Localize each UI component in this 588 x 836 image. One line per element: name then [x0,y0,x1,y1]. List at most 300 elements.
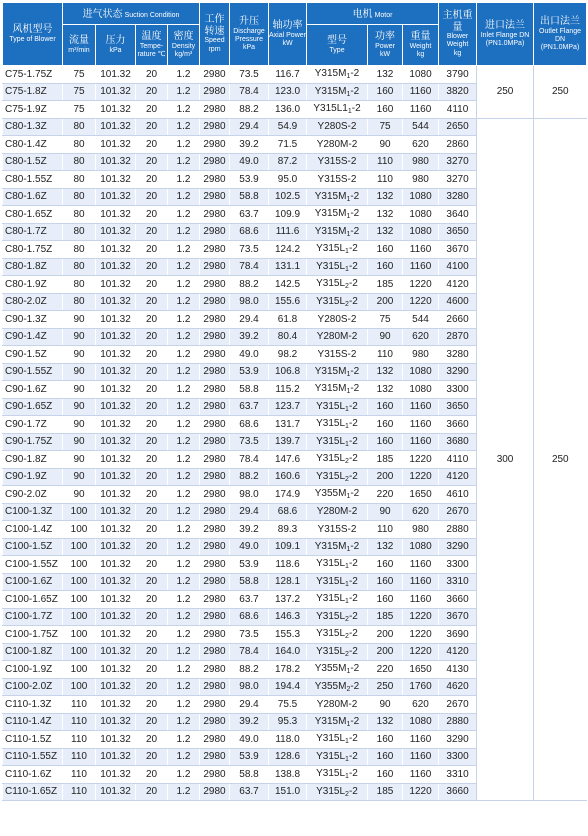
cell-discharge-pressure: 53.9 [230,363,269,381]
cell-blower-weight: 3280 [439,188,477,206]
cell-density: 1.2 [168,346,200,364]
motor-type-subscript: 1 [347,108,352,116]
motor-type-size: L [339,278,346,290]
cell-inlet-flange: 300 [477,118,534,801]
cell-discharge-pressure: 88.2 [230,661,269,679]
cell-capacity: 100 [63,608,96,626]
cell-model: C100-1.5Z [3,538,63,556]
cell-density: 1.2 [168,451,200,469]
cell-speed: 2980 [200,311,230,329]
cell-temperature: 20 [136,538,168,556]
cell-model: C100-1.9Z [3,661,63,679]
motor-type-base: Y315 [316,435,340,447]
cell-axial-power: 137.2 [269,591,307,609]
motor-type-poles: -2 [348,733,358,745]
cell-motor-power: 160 [368,591,403,609]
cell-motor-power: 220 [368,661,403,679]
cell-axial-power: 155.3 [269,626,307,644]
cell-motor-weight: 1160 [403,433,439,451]
cell-blower-weight: 3670 [439,241,477,259]
cell-discharge-pressure: 98.0 [230,486,269,504]
cell-blower-weight: 4120 [439,643,477,661]
cell-motor-power: 132 [368,363,403,381]
motor-type-subscript: 2 [346,685,351,693]
col-density-header: 密度 Density kg/m³ [168,25,200,66]
cell-capacity: 100 [63,556,96,574]
motor-type-poles: -2 [348,295,358,307]
motor-type-base: Y315 [314,190,339,202]
cell-speed: 2980 [200,258,230,276]
cell-motor-weight: 620 [403,503,439,521]
cell-speed: 2980 [200,171,230,189]
cell-axial-power: 98.2 [269,346,307,364]
cell-blower-weight: 3660 [439,416,477,434]
cell-pressure: 101.32 [96,468,136,486]
cell-capacity: 75 [63,83,96,101]
motor-type-subscript: 2 [345,790,349,798]
motor-type-base: Y315 [316,558,340,570]
cell-motor-power: 160 [368,83,403,101]
motor-type-size: M [338,663,347,675]
cell-blower-weight: 4610 [439,486,477,504]
cell-speed: 2980 [200,521,230,539]
cell-axial-power: 123.0 [269,83,307,101]
cell-model: C110-1.3Z [3,696,63,714]
cell-discharge-pressure: 68.6 [230,416,269,434]
motor-type-subscript: 2 [345,475,349,483]
cell-motor-weight: 980 [403,153,439,171]
cell-model: C80-1.75Z [3,241,63,259]
cell-capacity: 90 [63,416,96,434]
cell-blower-weight: 4120 [439,276,477,294]
cell-motor-type [307,206,368,224]
cell-density: 1.2 [168,83,200,101]
cell-blower-weight: 3310 [439,766,477,784]
cell-density: 1.2 [168,468,200,486]
motor-type-poles: -2 [350,383,360,395]
cell-pressure: 101.32 [96,591,136,609]
cell-outlet-flange: 250 [534,118,587,801]
motor-type-size: L [339,610,346,622]
cell-density: 1.2 [168,241,200,259]
cell-density: 1.2 [168,573,200,591]
cell-model: C75-1.9Z [3,101,63,119]
cell-motor-power: 160 [368,748,403,766]
cell-blower-weight: 3300 [439,748,477,766]
cell-blower-weight: 2870 [439,328,477,346]
cell-capacity: 100 [63,538,96,556]
cell-capacity: 110 [63,766,96,784]
motor-type-base: Y280S-2 [317,121,357,133]
cell-motor-type [307,608,368,626]
cell-blower-weight: 4120 [439,468,477,486]
motor-type-poles: -2 [350,190,360,202]
cell-motor-type [307,468,368,486]
cell-motor-type [307,83,368,101]
cell-pressure: 101.32 [96,136,136,154]
cell-blower-weight: 3280 [439,346,477,364]
cell-blower-weight: 2880 [439,713,477,731]
cell-pressure: 101.32 [96,696,136,714]
cell-axial-power: 147.6 [269,451,307,469]
col-capacity-header: 流量 m³/min [63,25,96,66]
cell-model: C100-1.75Z [3,626,63,644]
cell-motor-weight: 1220 [403,468,439,486]
motor-type-subscript: 1 [346,668,351,676]
motor-type-poles: -2 [350,680,360,692]
cell-axial-power: 115.2 [269,381,307,399]
cell-blower-weight: 3820 [439,83,477,101]
cell-density: 1.2 [168,433,200,451]
cell-discharge-pressure: 39.2 [230,136,269,154]
cell-motor-type [307,451,368,469]
cell-model: C90-1.9Z [3,468,63,486]
cell-capacity: 80 [63,171,96,189]
cell-motor-weight: 1080 [403,66,439,84]
cell-discharge-pressure: 63.7 [230,398,269,416]
cell-axial-power: 102.5 [269,188,307,206]
cell-pressure: 101.32 [96,293,136,311]
motor-type-base: Y315 [316,645,340,657]
cell-speed: 2980 [200,136,230,154]
cell-temperature: 20 [136,101,168,119]
cell-pressure: 101.32 [96,731,136,749]
cell-discharge-pressure: 88.2 [230,276,269,294]
motor-type-subscript: 2 [345,650,349,658]
cell-model: C110-1.55Z [3,748,63,766]
cell-blower-weight: 3670 [439,608,477,626]
motor-type-base: Y280M-2 [316,331,358,343]
motor-type-poles: -2 [351,103,361,115]
cell-motor-weight: 1080 [403,188,439,206]
cell-model: C80-1.55Z [3,171,63,189]
cell-temperature: 20 [136,556,168,574]
cell-density: 1.2 [168,486,200,504]
cell-motor-weight: 980 [403,171,439,189]
cell-pressure: 101.32 [96,66,136,84]
cell-density: 1.2 [168,731,200,749]
cell-speed: 2980 [200,783,230,801]
motor-type-subscript: 1 [345,423,349,431]
motor-type-subscript: 2 [345,633,349,641]
motor-type-base: Y315 [314,225,339,237]
col-outlet-flange-header: 出口法兰 Outlet Flange DN (PN1.0MPa) [534,3,587,66]
cell-motor-power: 132 [368,206,403,224]
cell-temperature: 20 [136,66,168,84]
motor-type-poles: -2 [350,208,360,220]
cell-speed: 2980 [200,538,230,556]
cell-temperature: 20 [136,573,168,591]
cell-pressure: 101.32 [96,398,136,416]
cell-capacity: 110 [63,748,96,766]
cell-pressure: 101.32 [96,328,136,346]
cell-blower-weight: 4110 [439,451,477,469]
cell-motor-type [307,748,368,766]
cell-model: C100-2.0Z [3,678,63,696]
cell-motor-type [307,503,368,521]
motor-type-base: Y315 [316,750,340,762]
cell-temperature: 20 [136,328,168,346]
motor-type-poles: -2 [350,663,360,675]
cell-speed: 2980 [200,451,230,469]
motor-type-base: Y315S-2 [317,173,357,185]
motor-type-subscript: 1 [346,720,351,728]
cell-blower-weight: 4620 [439,678,477,696]
cell-pressure: 101.32 [96,346,136,364]
cell-motor-weight: 1220 [403,643,439,661]
cell-motor-weight: 1160 [403,241,439,259]
cell-speed: 2980 [200,573,230,591]
cell-model: C100-1.55Z [3,556,63,574]
cell-model: C80-1.8Z [3,258,63,276]
cell-motor-type [307,696,368,714]
cell-discharge-pressure: 49.0 [230,153,269,171]
cell-motor-type [307,293,368,311]
cell-blower-weight: 2880 [439,521,477,539]
cell-speed: 2980 [200,678,230,696]
cell-density: 1.2 [168,153,200,171]
cell-motor-power: 160 [368,241,403,259]
motor-type-size: L [339,645,346,657]
motor-header: 电机 Motor [307,3,439,25]
cell-axial-power: 174.9 [269,486,307,504]
motor-type-base: Y280M-2 [316,698,358,710]
cell-model: C110-1.5Z [3,731,63,749]
cell-temperature: 20 [136,118,168,136]
cell-speed: 2980 [200,556,230,574]
motor-type-subscript: 1 [345,563,349,571]
motor-type-size: M [338,680,347,692]
cell-density: 1.2 [168,66,200,84]
cell-motor-power: 132 [368,538,403,556]
cell-density: 1.2 [168,206,200,224]
cell-motor-power: 132 [368,66,403,84]
cell-capacity: 100 [63,678,96,696]
cell-pressure: 101.32 [96,661,136,679]
cell-model: C80-1.5Z [3,153,63,171]
motor-type-base: Y315 [316,453,340,465]
cell-pressure: 101.32 [96,206,136,224]
motor-type-size: M [338,190,347,202]
cell-blower-weight: 3650 [439,398,477,416]
cell-axial-power: 95.3 [269,713,307,731]
cell-speed: 2980 [200,83,230,101]
cell-blower-weight: 4100 [439,258,477,276]
cell-discharge-pressure: 63.7 [230,206,269,224]
cell-motor-power: 160 [368,101,403,119]
cell-motor-type [307,661,368,679]
cell-motor-power: 220 [368,486,403,504]
cell-axial-power: 178.2 [269,661,307,679]
cell-speed: 2980 [200,101,230,119]
cell-motor-weight: 1160 [403,766,439,784]
cell-motor-weight: 1160 [403,83,439,101]
cell-axial-power: 109.1 [269,538,307,556]
motor-type-poles: -2 [350,715,360,727]
cell-motor-type [307,188,368,206]
cell-density: 1.2 [168,101,200,119]
col-blower-weight-header: 主机重量 Blower Weight kg [439,3,477,66]
motor-type-size: L [339,733,346,745]
cell-pressure: 101.32 [96,258,136,276]
cell-capacity: 90 [63,311,96,329]
cell-temperature: 20 [136,276,168,294]
cell-density: 1.2 [168,556,200,574]
cell-motor-power: 160 [368,731,403,749]
motor-type-base: Y315 [314,85,339,97]
cell-discharge-pressure: 63.7 [230,783,269,801]
cell-capacity: 100 [63,643,96,661]
cell-blower-weight: 3310 [439,573,477,591]
cell-model: C80-2.0Z [3,293,63,311]
cell-temperature: 20 [136,731,168,749]
cell-speed: 2980 [200,328,230,346]
cell-discharge-pressure: 78.4 [230,643,269,661]
cell-pressure: 101.32 [96,678,136,696]
cell-axial-power: 75.5 [269,696,307,714]
cell-density: 1.2 [168,748,200,766]
cell-motor-power: 160 [368,573,403,591]
cell-model: C90-1.65Z [3,398,63,416]
motor-type-poles: -2 [348,418,358,430]
cell-motor-type [307,101,368,119]
cell-model: C100-1.6Z [3,573,63,591]
cell-motor-type [307,328,368,346]
motor-type-poles: -2 [348,278,358,290]
cell-motor-power: 200 [368,643,403,661]
cell-capacity: 110 [63,783,96,801]
cell-pressure: 101.32 [96,713,136,731]
motor-type-subscript: 1 [345,580,349,588]
cell-temperature: 20 [136,486,168,504]
motor-type-poles: -2 [350,225,360,237]
cell-speed: 2980 [200,503,230,521]
cell-temperature: 20 [136,626,168,644]
cell-density: 1.2 [168,591,200,609]
cell-motor-type [307,241,368,259]
cell-temperature: 20 [136,206,168,224]
cell-motor-weight: 1080 [403,223,439,241]
cell-capacity: 110 [63,696,96,714]
col-discharge-header: 升压 Discharge Pressure kPa [230,3,269,66]
cell-discharge-pressure: 49.0 [230,731,269,749]
motor-type-subscript: 2 [345,300,349,308]
cell-discharge-pressure: 29.4 [230,503,269,521]
cell-axial-power: 124.2 [269,241,307,259]
cell-speed: 2980 [200,363,230,381]
cell-motor-power: 200 [368,626,403,644]
motor-type-size: L [339,435,346,447]
motor-type-poles: -2 [348,243,358,255]
cell-temperature: 20 [136,678,168,696]
cell-model: C75-1.75Z [3,66,63,84]
cell-density: 1.2 [168,276,200,294]
cell-blower-weight: 2650 [439,118,477,136]
motor-type-poles: -2 [348,575,358,587]
cell-axial-power: 128.6 [269,748,307,766]
cell-pressure: 101.32 [96,118,136,136]
cell-motor-type [307,591,368,609]
cell-motor-power: 110 [368,521,403,539]
cell-density: 1.2 [168,311,200,329]
col-motor-power-header: 功率 Power kW [368,25,403,66]
motor-type-base: Y315 [316,470,340,482]
motor-type-poles: -2 [350,540,360,552]
motor-type-poles: -2 [348,750,358,762]
motor-type-base: Y315 [314,383,339,395]
cell-motor-type [307,153,368,171]
cell-temperature: 20 [136,381,168,399]
table-row [3,118,587,136]
cell-temperature: 20 [136,398,168,416]
cell-motor-weight: 1160 [403,556,439,574]
cell-outlet-flange: 250 [534,66,587,119]
motor-type-subscript: 1 [345,598,349,606]
cell-capacity: 90 [63,433,96,451]
cell-axial-power: 68.6 [269,503,307,521]
cell-density: 1.2 [168,503,200,521]
cell-temperature: 20 [136,433,168,451]
cell-model: C80-1.7Z [3,223,63,241]
cell-temperature: 20 [136,713,168,731]
cell-speed: 2980 [200,748,230,766]
blower-spec-table [2,2,587,801]
motor-type-size: L1 [336,103,348,115]
cell-discharge-pressure: 39.2 [230,713,269,731]
motor-type-subscript: 1 [345,265,349,273]
cell-motor-weight: 980 [403,521,439,539]
motor-type-size: L [339,575,346,587]
cell-temperature: 20 [136,783,168,801]
motor-type-subscript: 1 [345,738,349,746]
cell-motor-type [307,276,368,294]
cell-temperature: 20 [136,468,168,486]
cell-axial-power: 106.8 [269,363,307,381]
cell-pressure: 101.32 [96,766,136,784]
cell-axial-power: 71.5 [269,136,307,154]
cell-temperature: 20 [136,346,168,364]
cell-motor-power: 185 [368,451,403,469]
cell-discharge-pressure: 58.8 [230,766,269,784]
motor-type-subscript: 1 [346,195,351,203]
cell-capacity: 80 [63,153,96,171]
cell-motor-power: 110 [368,346,403,364]
cell-pressure: 101.32 [96,451,136,469]
motor-type-size: M [338,225,347,237]
cell-motor-type [307,258,368,276]
cell-density: 1.2 [168,713,200,731]
cell-speed: 2980 [200,468,230,486]
motor-type-base: Y355 [314,663,339,675]
cell-speed: 2980 [200,66,230,84]
cell-motor-weight: 1080 [403,381,439,399]
cell-motor-power: 75 [368,311,403,329]
cell-motor-weight: 1220 [403,608,439,626]
motor-type-size: L [339,418,346,430]
cell-motor-type [307,731,368,749]
cell-axial-power: 95.0 [269,171,307,189]
cell-motor-weight: 544 [403,118,439,136]
cell-motor-power: 90 [368,696,403,714]
cell-motor-power: 250 [368,678,403,696]
cell-motor-power: 90 [368,503,403,521]
cell-blower-weight: 4110 [439,101,477,119]
motor-type-base: Y315 [314,365,339,377]
cell-motor-power: 90 [368,136,403,154]
cell-temperature: 20 [136,171,168,189]
cell-blower-weight: 3680 [439,433,477,451]
cell-axial-power: 194.4 [269,678,307,696]
